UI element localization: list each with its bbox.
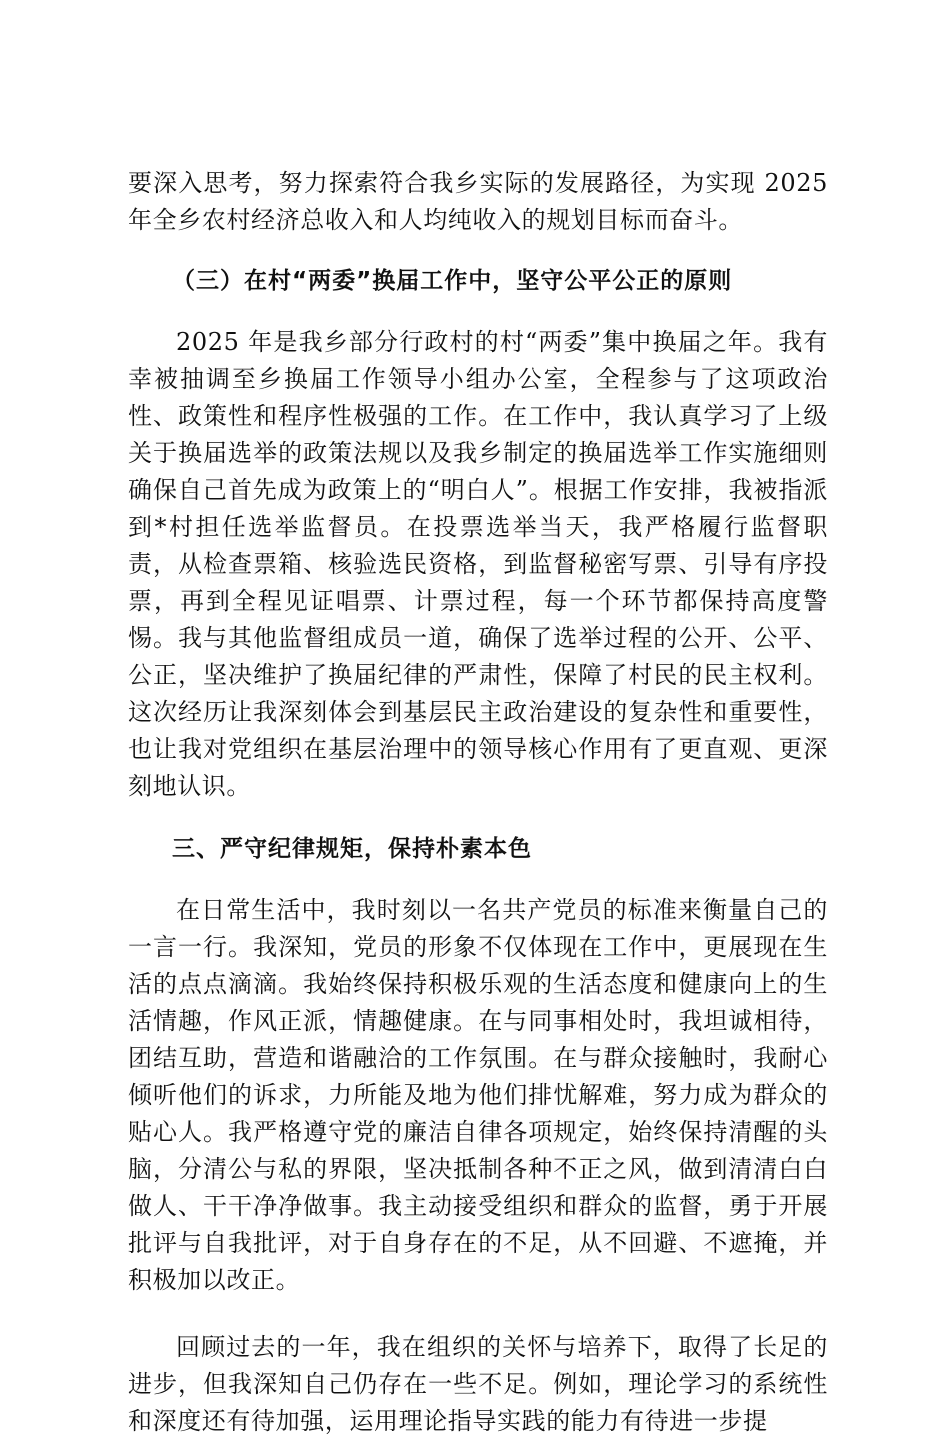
section-heading-main-3: 三、严守纪律规矩，保持朴素本色	[172, 836, 532, 862]
spacer	[128, 300, 828, 324]
paragraph-election: 2025 年是我乡部分行政村的村“两委”集中换届之年。我有幸被抽调至乡换届工作领导小组办公室，全程参与了这项政治性、政策性和程序性极强的工作。在工作中，我认真学习了上级关于换届选举的政策法规以及我乡制定的换届选举工作实施细则确保自己首先成为政策上的“明白人”。根据工作安排，我被指派到*村担任选举监督员。在投票选举当天，我严格履行监督职责，从检查票箱、核验选民资格，到监督秘密写票、引导有序投票，再到全程见证唱票、计票过程，每一个环节都保持高度警惕。我与其他监督组成员一道，确保了选举过程的公开、公平、公正，坚决维护了换届纪律的严肃性，保障了村民的民主权利。这次经历让我深刻体会到基层民主政治建设的复杂性和重要性，也让我对党组织在基层治理中的领导核心作用有了更直观、更深刻地认识。	[128, 328, 828, 800]
section-heading-sub-3: （三）在村“两委”换届工作中，坚守公平公正的原则	[172, 268, 733, 294]
paragraph-daily-life: 在日常生活中，我时刻以一名共产党员的标准来衡量自己的一言一行。我深知，党员的形象不仅体现在工作中，更展现在生活的点点滴滴。我始终保持积极乐观的生活态度和健康向上的生活情趣，作风正派，情趣健康。在与同事相处时，我坦诚相待，团结互助，营造和谐融洽的工作氛围。在与群众接触时，我耐心倾听他们的诉求，力所能及地为他们排忧解难，努力成为群众的贴心人。我严格遵守党的廉洁自律各项规定，始终保持清醒的头脑，分清公与私的界限，坚决抵制各种不正之风，做到清清白白做人、干干净净做事。我主动接受组织和群众的监督，勇于开展批评与自我批评，对于自身存在的不足，从不回避、不遮掩，并积极加以改正。	[128, 896, 828, 1294]
spacer	[128, 805, 828, 831]
spacer	[128, 1299, 828, 1329]
spacer	[128, 239, 828, 263]
paragraph-review: 回顾过去的一年，我在组织的关怀与培养下，取得了长足的进步，但我深知自己仍存在一些不足。例如，理论学习的系统性和深度还有待加强，运用理论指导实践的能力有待进一步提	[128, 1333, 828, 1435]
document-body	[128, 165, 828, 1440]
spacer	[128, 868, 828, 892]
paragraph-continued: 要深入思考，努力探索符合我乡实际的发展路径，为实现 2025 年全乡农村经济总收入和人均纯收入的规划目标而奋斗。	[128, 169, 828, 234]
